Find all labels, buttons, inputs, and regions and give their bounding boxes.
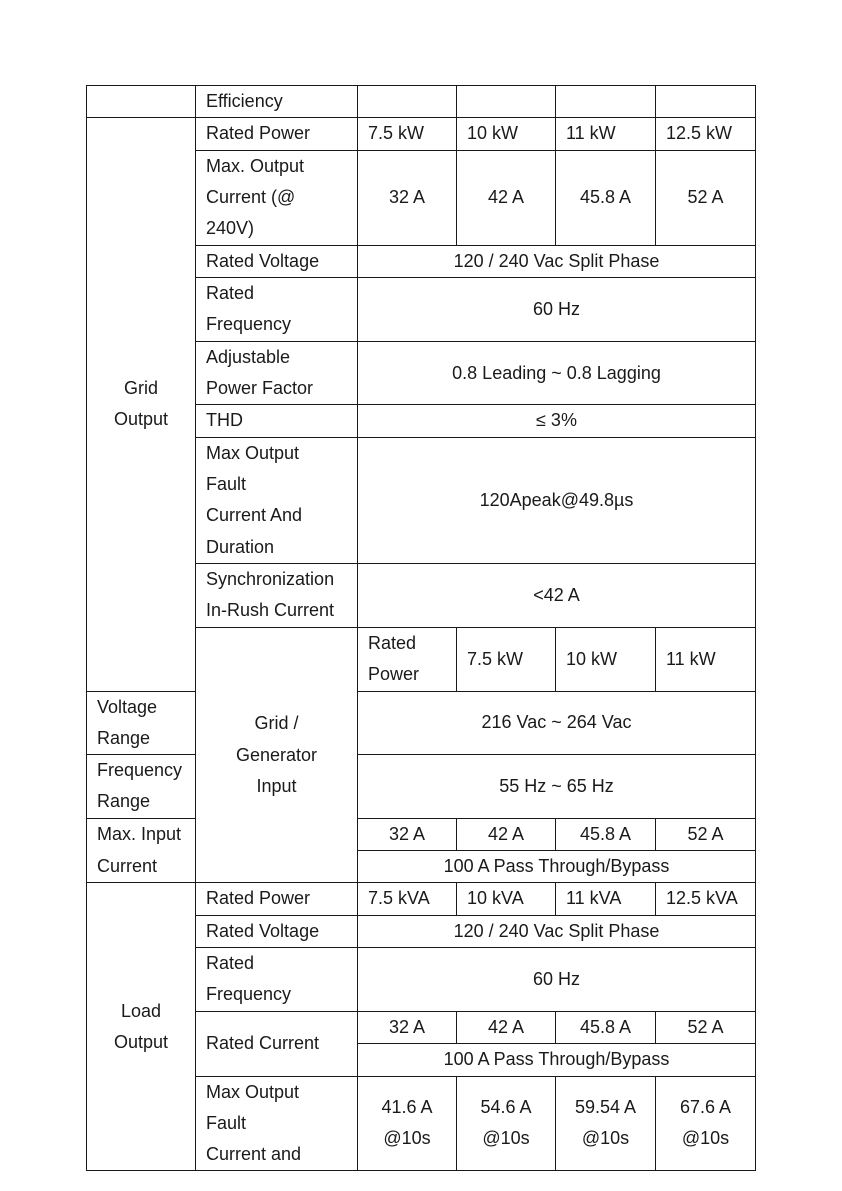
row-label: [87, 818, 196, 883]
value-cell: 11 kVA: [556, 883, 656, 915]
row-label: Rated Power: [358, 627, 457, 691]
row-label: [196, 150, 358, 245]
value-cell: [358, 86, 457, 118]
row-label-line: Rated: [206, 283, 255, 304]
row-label-line: Frequency: [97, 760, 183, 781]
value-cell-merged: 120 / 240 Vac Split Phase: [358, 245, 756, 277]
value-line: 67.6 A: [679, 1097, 732, 1118]
value-cell: 11 kW: [656, 627, 756, 691]
row-label: Rated Power: [196, 883, 358, 915]
value-line: @10s: [482, 1128, 530, 1149]
value-cell: 10 kVA: [457, 883, 556, 915]
row-label-line: Current and: [206, 1144, 302, 1165]
value-line: @10s: [681, 1128, 730, 1149]
row-label-line: Adjustable: [206, 346, 291, 367]
value-cell: 45.8 A: [556, 150, 656, 245]
value-cell: 32 A: [358, 818, 457, 850]
value-line: 41.6 A: [381, 1097, 433, 1118]
value-cell: [556, 86, 656, 118]
row-label: Rated Current: [196, 1011, 358, 1076]
group-label-line: Output: [113, 1031, 169, 1052]
value-cell-merged: 0.8 Leading ~ 0.8 Lagging: [358, 341, 756, 405]
table-row: [87, 755, 756, 819]
group-label-line: Input: [256, 775, 297, 796]
row-label: [196, 947, 358, 1011]
row-label-line: Max Output: [206, 442, 300, 463]
row-label-line: In-Rush Current: [206, 600, 335, 621]
value-cell-merged: 120Apeak@49.8µs: [358, 437, 756, 563]
row-label: Rated Voltage: [196, 245, 358, 277]
table-row: [87, 691, 756, 755]
value-cell-merged: <42 A: [358, 563, 756, 627]
value-cell-merged: 100 A Pass Through/Bypass: [358, 1044, 756, 1076]
efficiency-label: Efficiency: [196, 86, 358, 118]
row-label-line: Power Factor: [206, 378, 314, 399]
value-cell: 45.8 A: [556, 818, 656, 850]
group-label-line: Grid: [123, 378, 158, 399]
value-cell: 32 A: [358, 1011, 457, 1043]
row-label: [196, 437, 358, 563]
table-row: [87, 883, 756, 915]
value-cell-merged: 55 Hz ~ 65 Hz: [358, 755, 756, 819]
value-cell-merged: 120 / 240 Vac Split Phase: [358, 915, 756, 947]
value-cell: 11 kW: [556, 118, 656, 150]
group-label-line: Output: [113, 409, 169, 430]
row-label-line: Frequency: [206, 984, 292, 1005]
group-label-line: Generator: [235, 744, 318, 765]
value-line: @10s: [581, 1128, 630, 1149]
row-label-line: Current: [97, 855, 158, 876]
value-cell-merged: 216 Vac ~ 264 Vac: [358, 691, 756, 755]
row-label: Rated Voltage: [196, 915, 358, 947]
row-label-line: Fault: [206, 474, 247, 495]
group-label-line: Grid /: [254, 713, 299, 734]
row-label-line: Max Output: [206, 1081, 300, 1102]
value-cell: 42 A: [457, 1011, 556, 1043]
value-cell: 10 kW: [556, 627, 656, 691]
row-label-line: Max. Output: [206, 155, 305, 176]
value-cell: 12.5 kW: [656, 118, 756, 150]
group-load-output: [87, 883, 196, 1171]
row-label-line: Current And: [206, 505, 303, 526]
row-label: Rated Power: [196, 118, 358, 150]
row-label-line: 240V): [206, 218, 255, 239]
value-line: 59.54 A: [574, 1097, 637, 1118]
spec-table: [86, 85, 756, 1171]
value-cell: [656, 1076, 756, 1171]
value-cell-merged: 60 Hz: [358, 947, 756, 1011]
table-row: [87, 818, 756, 850]
value-cell: [457, 1076, 556, 1171]
value-cell: 52 A: [656, 1011, 756, 1043]
value-cell: 32 A: [358, 150, 457, 245]
row-label: [196, 341, 358, 405]
row-label: [196, 1076, 358, 1171]
value-cell-merged: 60 Hz: [358, 277, 756, 341]
value-cell: 42 A: [457, 150, 556, 245]
value-cell: 45.8 A: [556, 1011, 656, 1043]
value-cell: 12.5 kVA: [656, 883, 756, 915]
value-cell: 10 kW: [457, 118, 556, 150]
value-cell: [358, 1076, 457, 1171]
group-grid-output: [87, 118, 196, 691]
value-cell: [457, 86, 556, 118]
value-cell: [556, 1076, 656, 1171]
value-cell: 42 A: [457, 818, 556, 850]
row-label: [196, 563, 358, 627]
value-cell: 7.5 kW: [358, 118, 457, 150]
row-label: Voltage Range: [87, 691, 196, 755]
value-cell-merged: ≤ 3%: [358, 405, 756, 437]
value-cell: 52 A: [656, 150, 756, 245]
table-row: [87, 118, 756, 150]
value-line: @10s: [383, 1128, 431, 1149]
row-label-line: Current (@: [206, 186, 296, 207]
row-label-line: Frequency: [206, 314, 292, 335]
row-label-line: Range: [97, 791, 151, 812]
group-cell-empty: [87, 86, 196, 118]
row-label-line: Rated: [206, 953, 255, 974]
row-label-line: Fault: [206, 1112, 247, 1133]
group-label-line: Load: [120, 1000, 162, 1021]
value-cell: 52 A: [656, 818, 756, 850]
value-line: 54.6 A: [480, 1097, 532, 1118]
row-label: THD: [196, 405, 358, 437]
group-grid-generator-input: [196, 627, 358, 882]
row-label: [196, 277, 358, 341]
row-label-line: Synchronization: [206, 569, 335, 590]
value-cell: [656, 86, 756, 118]
value-cell: 7.5 kVA: [358, 883, 457, 915]
row-label-line: Duration: [206, 536, 275, 557]
value-cell: 7.5 kW: [457, 627, 556, 691]
table-row: [87, 86, 756, 118]
row-label-line: Max. Input: [97, 824, 182, 845]
row-label: [87, 755, 196, 819]
value-cell-merged: 100 A Pass Through/Bypass: [358, 851, 756, 883]
